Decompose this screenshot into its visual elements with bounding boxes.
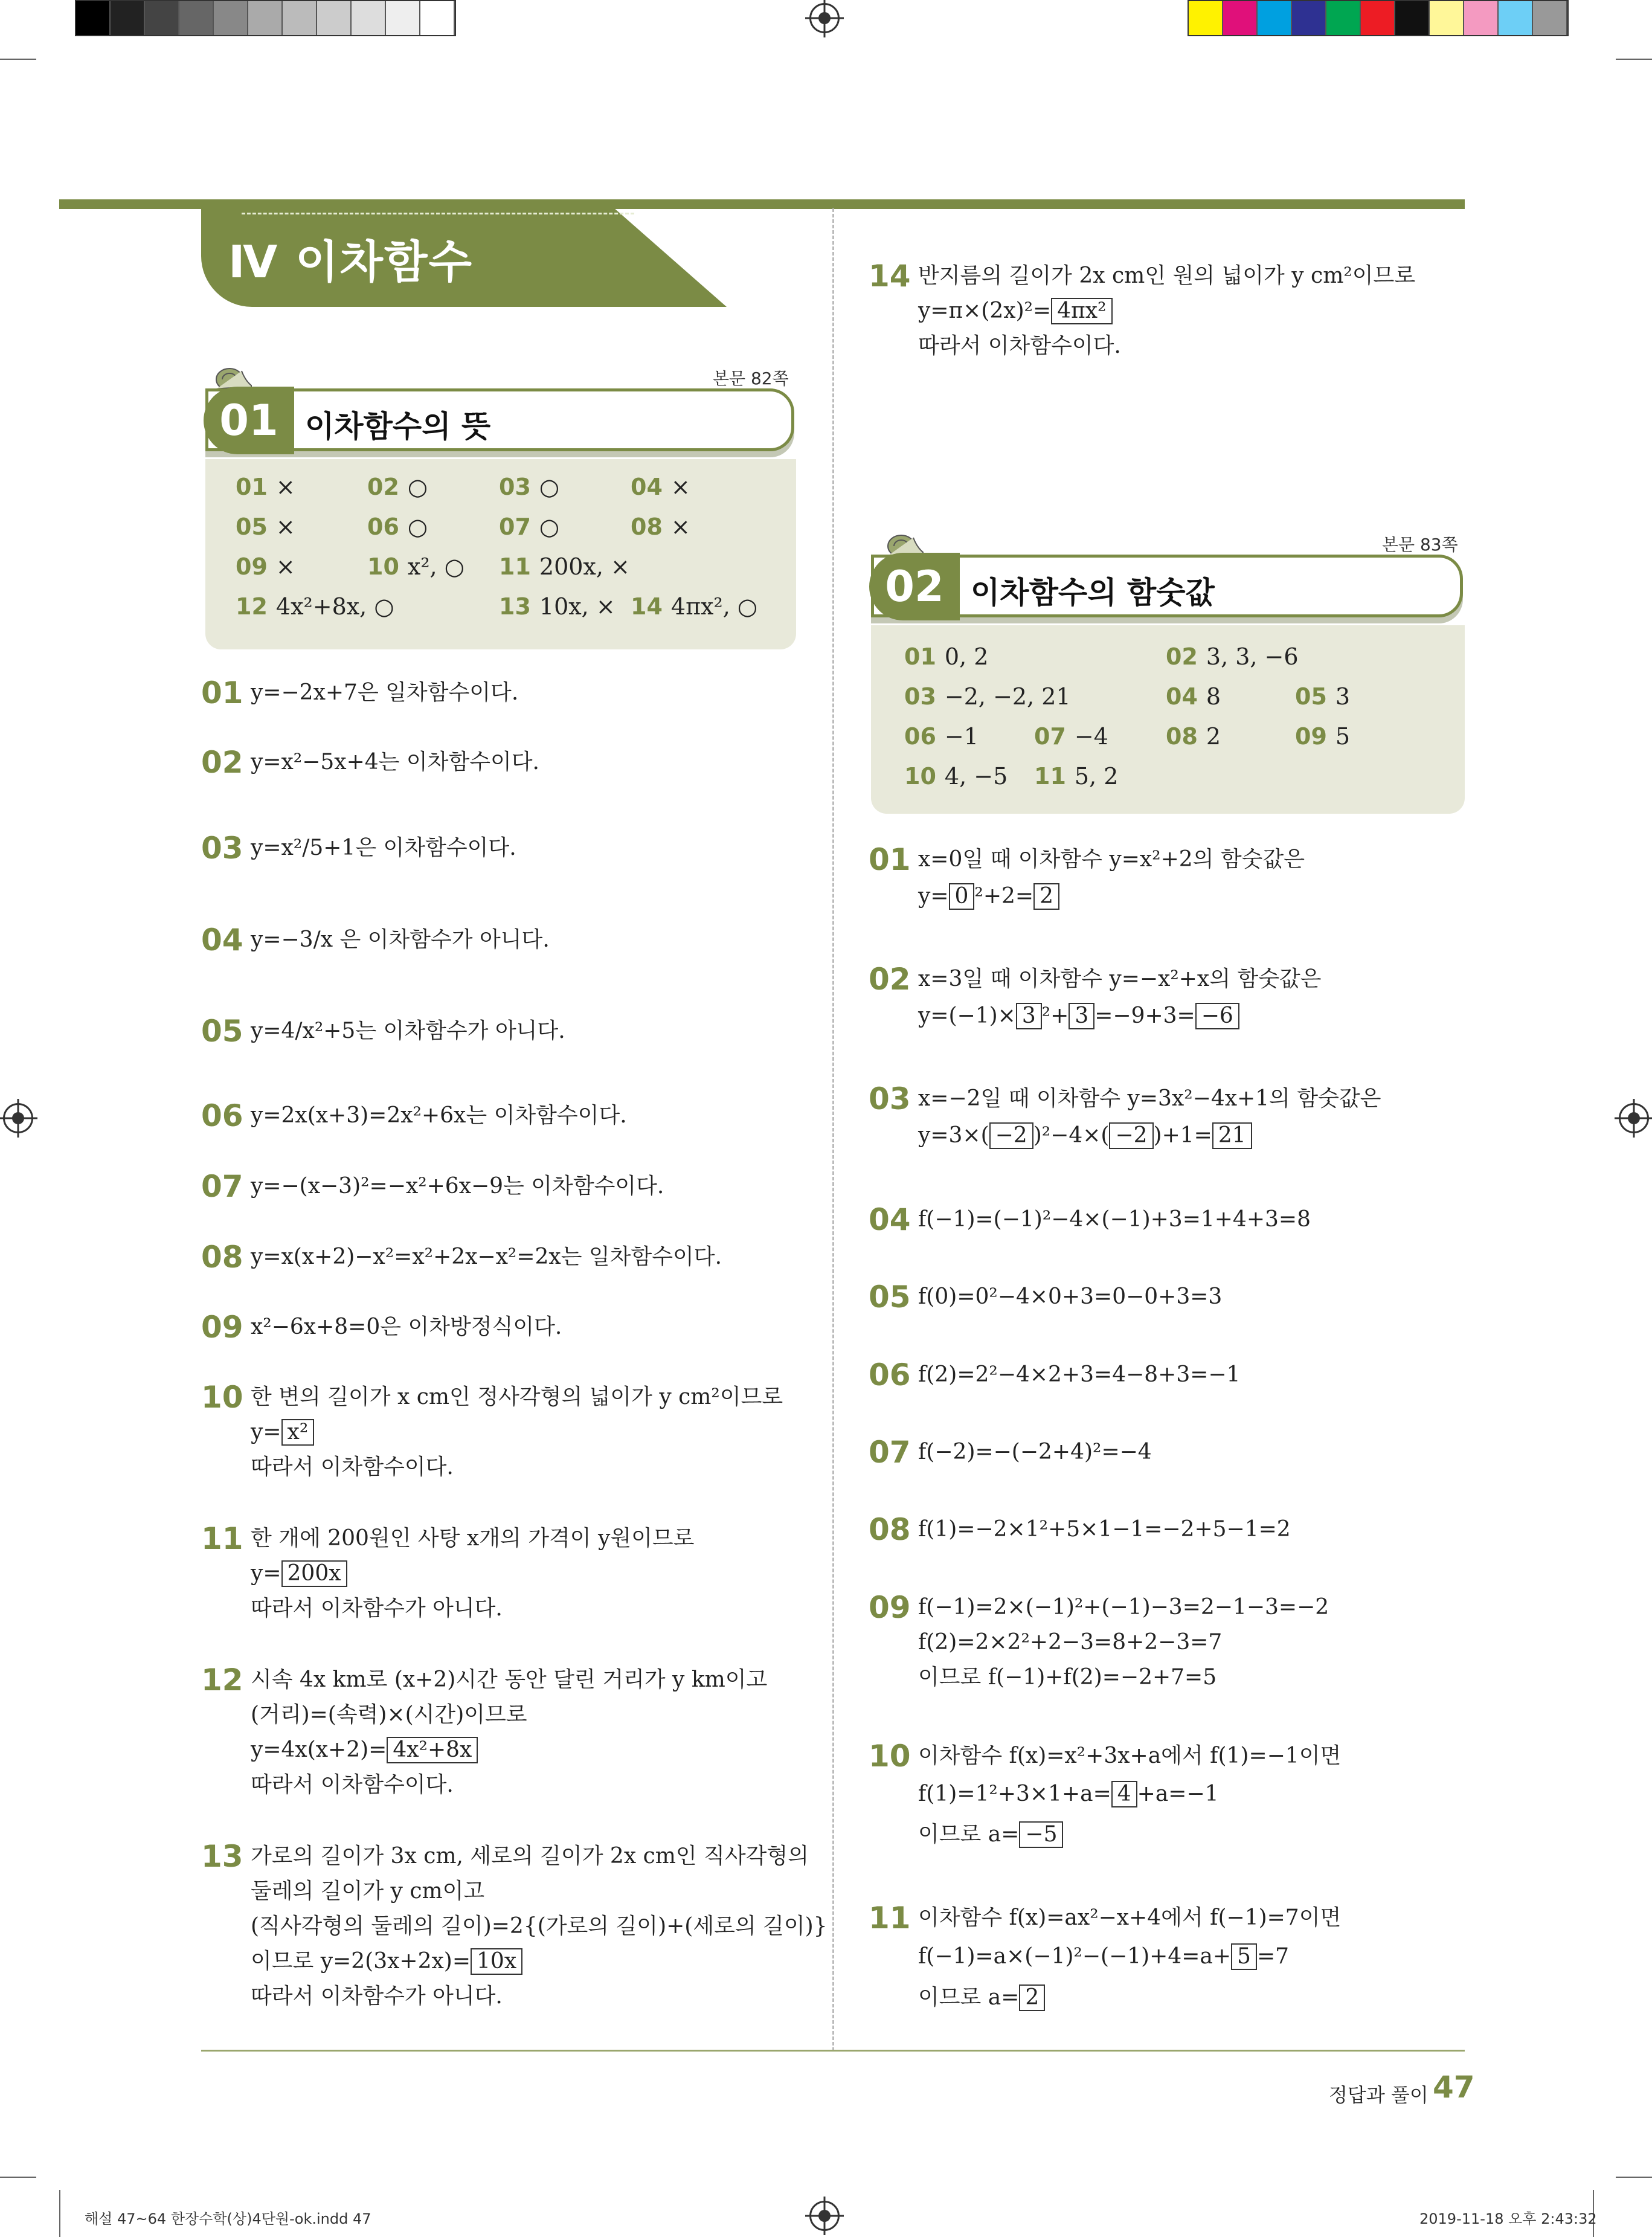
answer-box: x²: [281, 1419, 315, 1446]
column-divider: [832, 208, 834, 2051]
problem-line: y=−3/x 은 이차함수가 아니다.: [251, 927, 550, 952]
problem-number: 06: [201, 1098, 243, 1133]
problem-number: 13: [201, 1839, 243, 1874]
answer-item: 10 4, −5: [904, 763, 1008, 790]
problem-line: y=−2x+7은 일차함수이다.: [251, 680, 519, 705]
section-2-number: 02: [869, 553, 960, 620]
problem-number: 02: [869, 962, 911, 997]
problem-number: 11: [869, 1901, 911, 1936]
problem-line: y=2x(x+3)=2x²+6x는 이차함수이다.: [251, 1103, 627, 1128]
problem-line: y= x²: [251, 1415, 314, 1450]
problem-line: y=π×(2x)²= 4πx²: [918, 294, 1113, 329]
problem-number: 05: [201, 1014, 243, 1049]
answer-box: 3: [1016, 1003, 1042, 1029]
registration-mark-icon: [1619, 1103, 1649, 1133]
problem-number: 04: [201, 922, 243, 958]
problem-line: f(−1)=(−1)²−4×(−1)+3=1+4+3=8: [918, 1207, 1311, 1232]
section-1-answer-panel: [205, 459, 796, 649]
problem-number: 07: [869, 1435, 911, 1470]
slug-filename: 해설 47~64 한장수학(상)4단원-ok.indd 47: [85, 2210, 371, 2227]
answer-item: 05 ×: [236, 513, 295, 540]
answer-item: 08 2: [1166, 723, 1221, 750]
answer-item: 07 ○: [499, 513, 560, 540]
problem-number: 09: [201, 1310, 243, 1345]
answer-item: 08 ×: [631, 513, 690, 540]
answer-item: 02 3, 3, −6: [1166, 643, 1299, 670]
answer-item: 13 10x, ×: [499, 593, 615, 620]
footer-rule: [201, 2050, 1465, 2052]
answer-item: 09 5: [1295, 723, 1351, 750]
problem-line: 이므로 a= 2: [918, 1980, 1045, 2015]
problem-line: y=4/x²+5는 이차함수가 아니다.: [251, 1019, 565, 1043]
answer-item: 04 ×: [631, 474, 690, 500]
problem-line: (거리)=(속력)×(시간)이므로: [251, 1702, 527, 1727]
answer-box: 0: [949, 883, 975, 910]
answer-box: −2: [1109, 1122, 1153, 1149]
problem-number: 04: [869, 1202, 911, 1237]
problem-line: 한 개에 200원인 사탕 x개의 가격이 y원이므로: [251, 1526, 695, 1551]
answer-item: 14 4πx², ○: [631, 593, 758, 620]
answer-item: 06 ○: [367, 513, 428, 540]
problem-line: 따라서 이차함수이다.: [251, 1455, 454, 1479]
answer-item: 07 −4: [1034, 723, 1108, 750]
answer-item: 05 3: [1295, 683, 1351, 710]
answer-box: 4πx²: [1051, 298, 1112, 324]
problem-line: 이므로 f(−1)+f(2)=−2+7=5: [918, 1665, 1217, 1690]
answer-box: 4: [1111, 1781, 1137, 1807]
answer-item: 10 x², ○: [367, 553, 464, 580]
grayscale-bar: [75, 0, 456, 36]
problem-line: 시속 4x km로 (x+2)시간 동안 달린 거리가 y km이고: [251, 1667, 768, 1692]
answer-item: 06 −1: [904, 723, 979, 750]
crop-mark: [0, 2177, 36, 2178]
problem-line: 이므로 a= −5: [918, 1817, 1063, 1852]
registration-mark-icon: [809, 2201, 840, 2231]
crop-mark: [59, 2190, 60, 2237]
answer-box: 2: [1019, 1984, 1045, 2011]
problem-number: 07: [201, 1169, 243, 1204]
section-1-number: 01: [204, 387, 294, 454]
crop-mark: [0, 59, 36, 60]
problem-line: y=3×( −2 )²−4×( −2 )+1= 21: [918, 1118, 1252, 1153]
problem-line: 따라서 이차함수이다.: [251, 1772, 454, 1797]
answer-item: 03 −2, −2, 21: [904, 683, 1071, 710]
color-bar: [1188, 0, 1569, 36]
crop-mark: [1616, 2177, 1652, 2178]
answer-item: 11 5, 2: [1034, 763, 1119, 790]
problem-line: x=3일 때 이차함수 y=−x²+x의 함숫값은: [918, 967, 1322, 991]
answer-box: −5: [1019, 1821, 1063, 1848]
section-2-page-ref: 본문 83쪽: [1382, 535, 1458, 555]
problem-line: 이차함수 f(x)=ax²−x+4에서 f(−1)=7이면: [918, 1905, 1342, 1930]
answer-item: 04 8: [1166, 683, 1221, 710]
problem-number: 10: [201, 1380, 243, 1415]
answer-box: 21: [1212, 1122, 1252, 1149]
problem-line: y=−(x−3)²=−x²+6x−9는 이차함수이다.: [251, 1174, 664, 1199]
registration-mark-icon: [809, 3, 840, 33]
answer-item: 02 ○: [367, 474, 428, 500]
problem-number: 14: [869, 259, 911, 294]
problem-line: f(−1)=2×(−1)²+(−1)−3=2−1−3=−2: [918, 1595, 1329, 1620]
page-number: 47: [1433, 2070, 1475, 2105]
problem-line: y=4x(x+2)= 4x²+8x: [251, 1733, 478, 1768]
problem-number: 08: [201, 1240, 243, 1275]
problem-number: 03: [869, 1081, 911, 1116]
answer-item: 01 0, 2: [904, 643, 989, 670]
footer-label: 정답과 풀이: [1329, 2084, 1429, 2107]
problem-line: f(1)=1²+3×1+a= 4 +a=−1: [918, 1782, 1219, 1806]
answer-box: 3: [1069, 1003, 1094, 1029]
problem-number: 03: [201, 831, 243, 866]
problem-line: 한 변의 길이가 x cm인 정사각형의 넓이가 y cm²이므로: [251, 1385, 783, 1409]
answer-box: −2: [989, 1122, 1033, 1149]
problem-line: x=0일 때 이차함수 y=x²+2의 함숫값은: [918, 847, 1305, 872]
problem-number: 06: [869, 1357, 911, 1392]
problem-number: 05: [869, 1279, 911, 1315]
problem-line: y=x(x+2)−x²=x²+2x−x²=2x는 일차함수이다.: [251, 1244, 722, 1269]
answer-box: 10x: [471, 1948, 522, 1975]
problem-line: x=−2일 때 이차함수 y=3x²−4x+1의 함숫값은: [918, 1086, 1381, 1111]
problem-number: 08: [869, 1512, 911, 1547]
problem-number: 11: [201, 1521, 243, 1556]
problem-line: f(−2)=−(−2+4)²=−4: [918, 1440, 1152, 1464]
problem-line: f(0)=0²−4×0+3=0−0+3=3: [918, 1284, 1223, 1309]
problem-line: x²−6x+8=0은 이차방정식이다.: [251, 1315, 562, 1339]
problem-line: y= 200x: [251, 1556, 347, 1591]
section-2-header: [871, 555, 1463, 617]
section-2-title: 이차함수의 함숫값: [971, 575, 1215, 610]
answer-box: −6: [1195, 1003, 1239, 1029]
problem-line: 둘레의 길이가 y cm이고: [251, 1879, 485, 1904]
problem-line: 따라서 이차함수이다.: [918, 333, 1121, 358]
problem-line: 이차함수 f(x)=x²+3x+a에서 f(1)=−1이면: [918, 1743, 1342, 1768]
chapter-title: Ⅳ 이차함수: [228, 236, 473, 288]
problem-number: 10: [869, 1739, 911, 1774]
section-2-answer-panel: [871, 625, 1465, 814]
answer-box: 4x²+8x: [387, 1737, 478, 1763]
problem-number: 02: [201, 745, 243, 780]
chapter-banner-dash: [242, 213, 634, 214]
problem-line: 이므로 y=2(3x+2x)= 10x: [251, 1944, 522, 1979]
answer-item: 11 200x, ×: [499, 553, 630, 580]
answer-item: 09 ×: [236, 553, 295, 580]
answer-box: 200x: [281, 1560, 347, 1587]
section-1-page-ref: 본문 82쪽: [713, 369, 789, 388]
problem-line: 가로의 길이가 3x cm, 세로의 길이가 2x cm인 직사각형의: [251, 1844, 809, 1868]
problem-line: y=x²−5x+4는 이차함수이다.: [251, 750, 539, 774]
problem-line: y=x²/5+1은 이차함수이다.: [251, 835, 516, 860]
section-1-header: [205, 388, 794, 451]
problem-line: (직사각형의 둘레의 길이)=2{(가로의 길이)+(세로의 길이)}: [251, 1914, 828, 1939]
problem-line: f(−1)=a×(−1)²−(−1)+4=a+ 5 =7: [918, 1944, 1290, 1969]
answer-item: 12 4x²+8x, ○: [236, 593, 394, 620]
problem-line: f(2)=2²−4×2+3=4−8+3=−1: [918, 1362, 1241, 1387]
answer-box: 2: [1033, 883, 1059, 910]
slug-timestamp: 2019-11-18 오후 2:43:32: [1419, 2210, 1597, 2227]
registration-mark-icon: [3, 1103, 33, 1133]
problem-number: 09: [869, 1590, 911, 1625]
problem-line: f(2)=2×2²+2−3=8+2−3=7: [918, 1630, 1223, 1655]
problem-line: f(1)=−2×1²+5×1−1=−2+5−1=2: [918, 1517, 1291, 1542]
problem-line: y=(−1)× 3 ²+ 3 =−9+3= −6: [918, 999, 1239, 1034]
problem-number: 12: [201, 1662, 243, 1698]
problem-line: 따라서 이차함수가 아니다.: [251, 1596, 503, 1621]
answer-box: 5: [1231, 1943, 1257, 1970]
problem-line: 반지름의 길이가 2x cm인 원의 넓이가 y cm²이므로: [918, 263, 1416, 288]
problem-number: 01: [869, 842, 911, 877]
problem-line: y= 0 ²+2= 2: [918, 879, 1059, 914]
problem-line: 따라서 이차함수가 아니다.: [251, 1984, 503, 2009]
problem-number: 01: [201, 675, 243, 710]
answer-item: 03 ○: [499, 474, 560, 500]
answer-item: 01 ×: [236, 474, 295, 500]
crop-mark: [1616, 59, 1652, 60]
section-1-title: 이차함수의 뜻: [305, 409, 491, 444]
